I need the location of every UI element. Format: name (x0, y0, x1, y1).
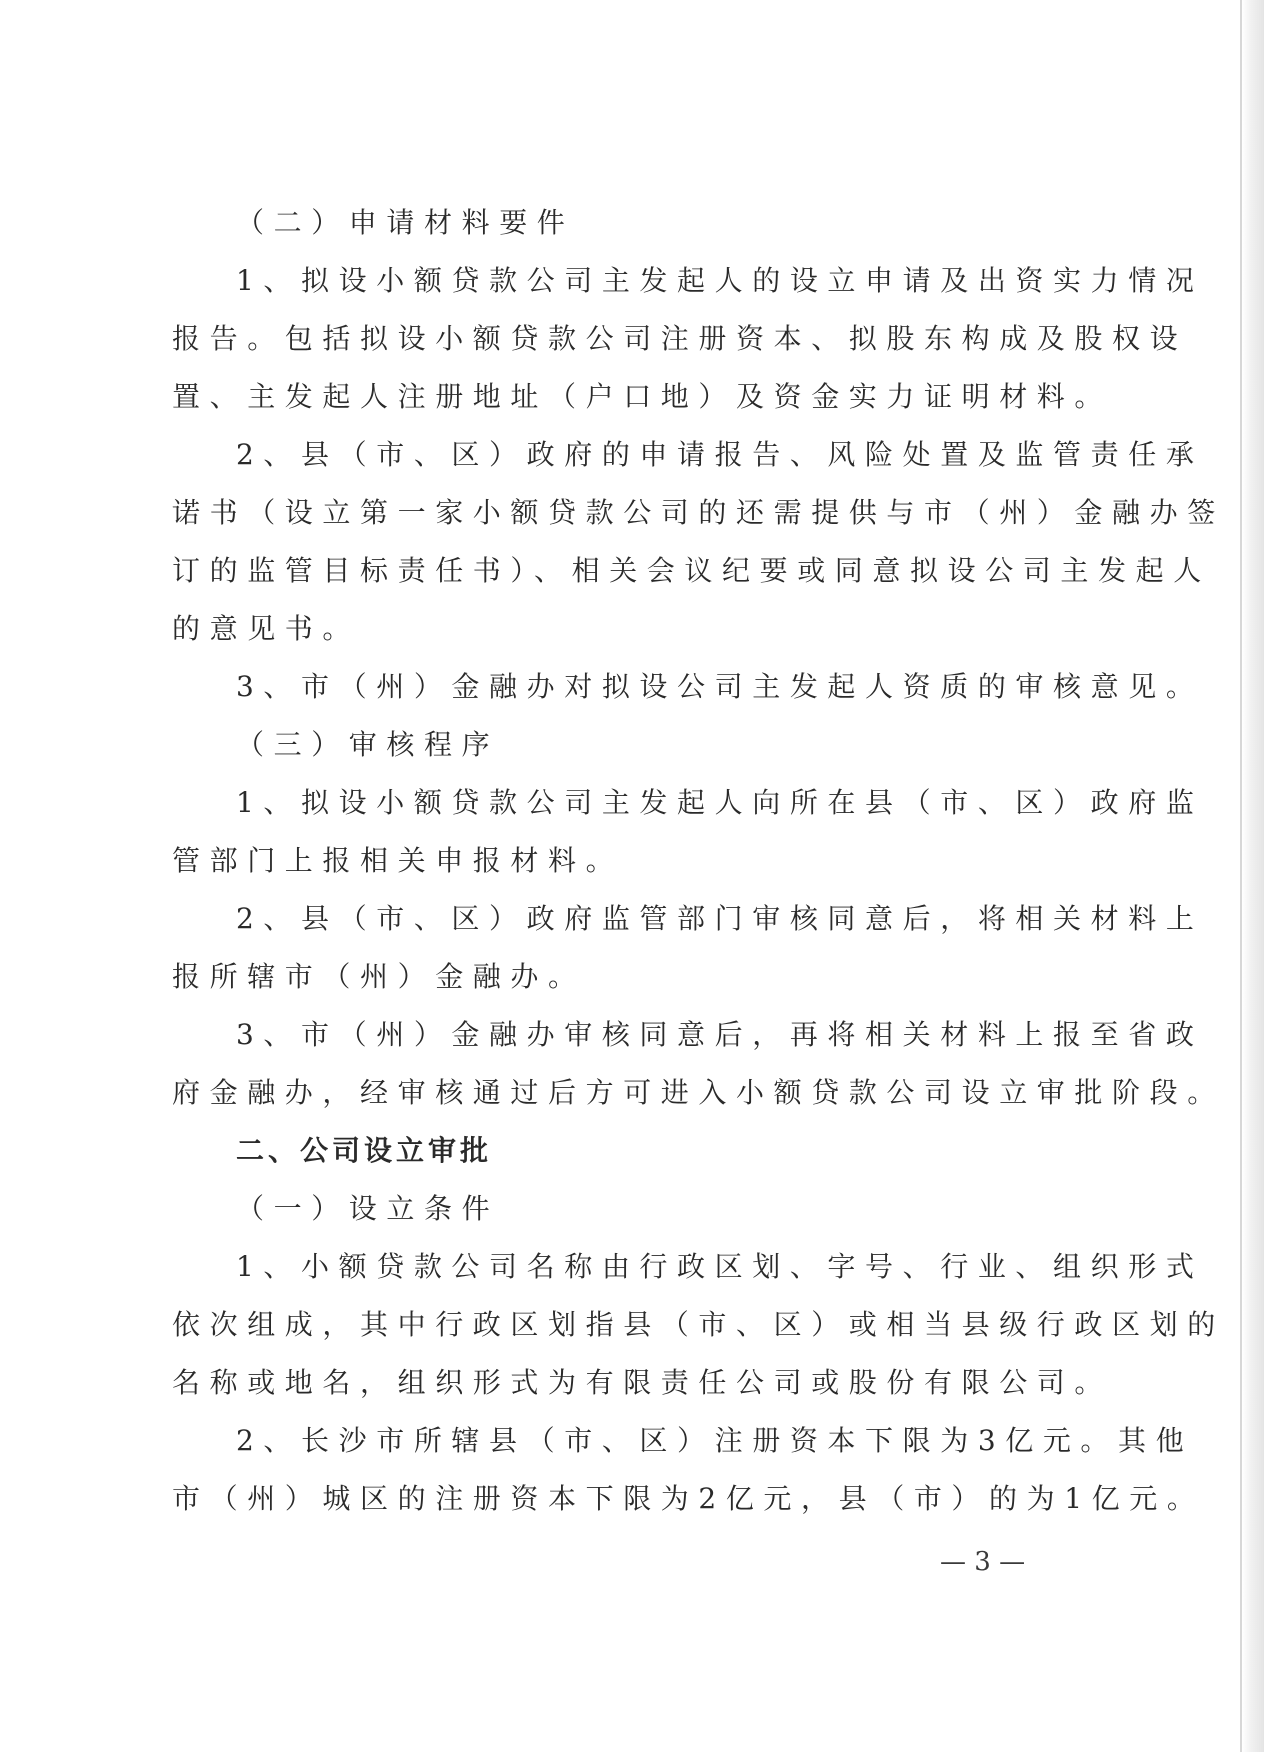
paragraph-line: 市（州）城区的注册资本下限为2亿元，县（市）的为1亿元。 (172, 1482, 1205, 1515)
paragraph-line: 名称或地名，组织形式为有限责任公司或股份有限公司。 (172, 1366, 1113, 1399)
chapter-heading: 二、公司设立审批 (236, 1134, 493, 1167)
paragraph-line: 3、市（州）金融办对拟设公司主发起人资质的审核意见。 (236, 670, 1204, 703)
scan-edge-shadow (1242, 0, 1264, 1752)
paragraph-line: 订的监管目标责任书）、相关会议纪要或同意拟设公司主发起人 (172, 554, 1211, 587)
paragraph-line: 管部门上报相关申报材料。 (172, 844, 624, 877)
paragraph-line: 2、长沙市所辖县（市、区）注册资本下限为3亿元。其他 (236, 1424, 1194, 1457)
section-heading: （三）审核程序 (236, 728, 500, 761)
paragraph-line: 的意见书。 (172, 612, 361, 645)
section-heading: （二）申请材料要件 (236, 206, 575, 239)
document-body (172, 194, 1225, 1528)
paragraph-line: 2、县（市、区）政府监管部门审核同意后，将相关材料上 (236, 902, 1204, 935)
paragraph-line: 报告。包括拟设小额贷款公司注册资本、拟股东构成及股权设 (172, 322, 1188, 355)
paragraph-line: 3、市（州）金融办审核同意后，再将相关材料上报至省政 (236, 1018, 1204, 1051)
page-number: — 3 — (940, 1547, 1026, 1577)
paragraph-line: 府金融办，经审核通过后方可进入小额贷款公司设立审批阶段。 (172, 1076, 1225, 1109)
section-heading: （一）设立条件 (236, 1192, 500, 1225)
paragraph-line: 依次组成，其中行政区划指县（市、区）或相当县级行政区划的 (172, 1308, 1225, 1341)
paragraph-line: 置、主发起人注册地址（户口地）及资金实力证明材料。 (172, 380, 1113, 413)
paragraph-line: 1、拟设小额贷款公司主发起人向所在县（市、区）政府监 (236, 786, 1204, 819)
paragraph-line: 2、县（市、区）政府的申请报告、风险处置及监管责任承 (236, 438, 1204, 471)
paragraph-line: 1、拟设小额贷款公司主发起人的设立申请及出资实力情况 (236, 264, 1204, 297)
paragraph-line: 报所辖市（州）金融办。 (172, 960, 586, 993)
paragraph-line: 诺书（设立第一家小额贷款公司的还需提供与市（州）金融办签 (172, 496, 1225, 529)
paragraph-line: 1、小额贷款公司名称由行政区划、字号、行业、组织形式 (236, 1250, 1204, 1283)
